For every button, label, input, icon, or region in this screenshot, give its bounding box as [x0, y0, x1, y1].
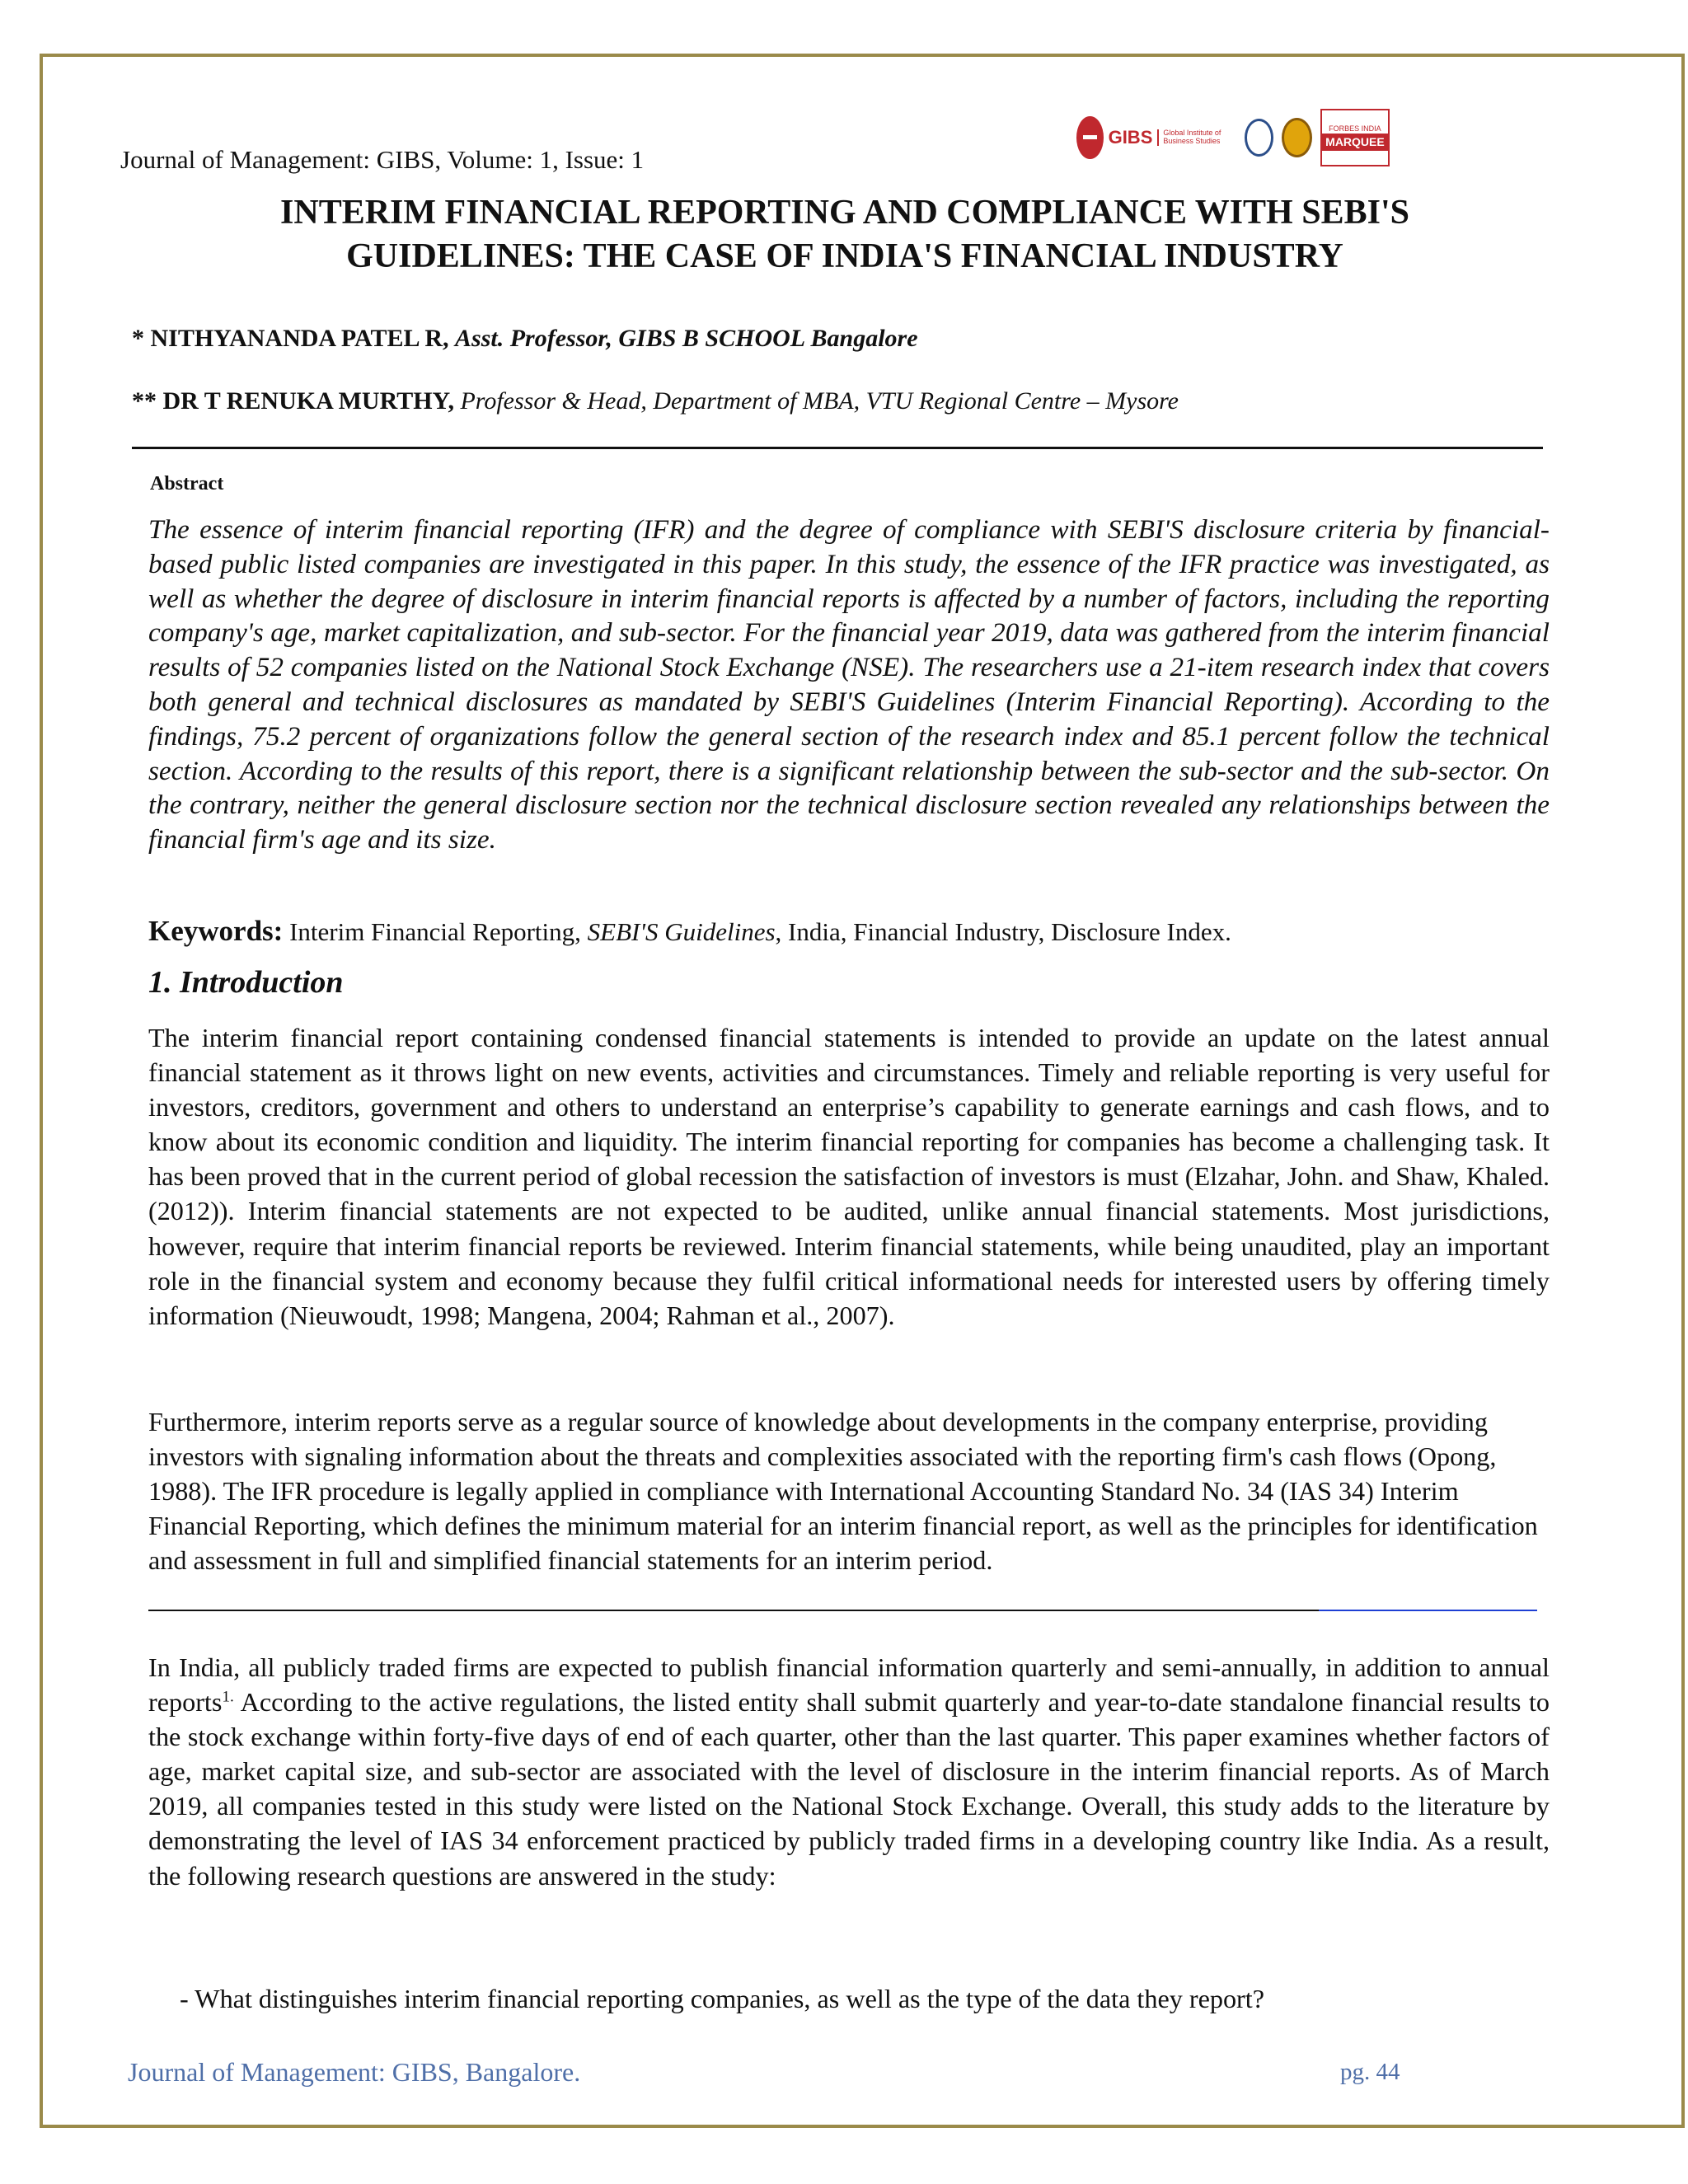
award-medal-icon [1282, 118, 1312, 157]
accreditation-seal-icon [1245, 119, 1273, 157]
footnote-ref[interactable]: 1. [222, 1688, 234, 1706]
keywords [148, 915, 1231, 948]
paragraph-2: Furthermore, interim reports serve as a regular source of knowledge about developments in the company enterprise, providing investors with signaling information about the threats and complexities associated with the reporting firm's cash flows (Opong, 1988). The IFR procedure is legally applied in compliance with International Accounting Standard No. 34 (IAS 34) Interim Financial Reporting, which defines the minimum material for an interim financial report, as well as the principles for identification and assessment in full and simplified financial statements for an interim period. [148, 1407, 1538, 1576]
paragraph-3-end: According to the active regulations, the listed entity shall submit quarterly and year-to-date standalone financial results to the stock exchange within forty-five days of end of each quarter, other than the last quarter. This paper examines whether factors of age, market capital size, and sub-sector are associated with the level of disclosure in the interim financial reports. As of March 2019, all companies tested in this study were listed on the National Stock Exchange. Overall, this study adds to the literature by demonstrating the level of IAS 34 enforcement practiced by publicly traded firms in a developing country like India. As a result, the following research questions are answered in the study: [148, 1687, 1550, 1891]
title-line-1: INTERIM FINANCIAL REPORTING AND COMPLIANCE WITH SEBI'S [280, 194, 1409, 232]
gibs-logo-text: GIBS [1108, 127, 1153, 148]
author-1-affiliation: Asst. Professor, GIBS B SCHOOL Bangalore [455, 325, 918, 352]
title-line-2: GUIDELINES: THE CASE OF INDIA'S FINANCIAL INDUSTRY [346, 237, 1343, 275]
author-2-name: ** DR T RENUKA MURTHY, [132, 387, 454, 415]
marquee-top-text: FORBES INDIA [1329, 124, 1381, 134]
page-number: pg. 44 [1340, 2059, 1400, 2085]
gibs-logo [1076, 105, 1236, 171]
footnote-link-rule [1319, 1610, 1537, 1611]
keywords-label: Keywords: [148, 915, 284, 947]
header-divider [132, 447, 1543, 449]
author-1-name: * NITHYANANDA PATEL R, [132, 325, 449, 352]
paragraph-3 [148, 1650, 1550, 1893]
section-heading: 1. Introduction [148, 965, 344, 1000]
footnote-divider [148, 1610, 1335, 1611]
research-question-1: - What distinguishes interim financial reporting companies, as well as the type of the data they report? [180, 1984, 1265, 2013]
paper-title [165, 191, 1525, 279]
gibs-emblem-icon [1076, 116, 1104, 159]
journal-header: Journal of Management: GIBS, Volume: 1, Issue: 1 [120, 145, 645, 174]
author-2-affiliation: Professor & Head, Department of MBA, VTU Regional Centre – Mysore [460, 387, 1179, 415]
paragraph-1: The interim financial report containing condensed financial statements is intended to provide an update on the latest annual financial statement as it throws light on new events, activities and circumstances. Timely and reliable reporting is very useful for investors, creditors, government and others to understand an enterprise’s capability to generate earnings and cash flows, and to know about its economic condition and liquidity. The interim financial reporting for companies has become a challenging task. It has been proved that in the current period of global recession the satisfaction of investors is must (Elzahar, John. and Shaw, Khaled. (2012)). Interim financial statements are not expected to be audited, unlike annual financial statements. Most jurisdictions, however, require that interim financial reports be reviewed. Interim financial statements, while being unaudited, play an important role in the financial system and economy because they fulfil critical informational needs for interested users by offering timely information (Nieuwoudt, 1998; Mangena, 2004; Rahman et al., 2007). [148, 1023, 1550, 1330]
paragraph-3-start: In India, all publicly traded firms are expected to publish financial information quarterly and semi-annually, in addition to annual reports [148, 1652, 1550, 1718]
keywords-italic: SEBI'S Guidelines [587, 917, 776, 946]
logo-strip [1076, 101, 1390, 175]
gibs-logo-subtitle: Global Institute of Business Studies [1157, 129, 1236, 146]
abstract-text: The essence of interim financial reporting (IFR) and the degree of compliance with SEBI'S disclosure criteria by financial-based public listed companies are investigated in this paper. In this study, the essence of the IFR practice was investigated, as well as whether the degree of disclosure in interim financial reports is affected by a number of factors, including the reporting company's age, market capitalization, and sub-sector. For the financial year 2019, data was gathered from the interim financial results of 52 companies listed on the National Stock Exchange (NSE). The researchers use a 21-item research index that covers both general and technical disclosures as mandated by SEBI'S Guidelines (Interim Financial Reporting). According to the findings, 75.2 percent of organizations follow the general section of the research index and 85.1 percent follow the technical section. According to the results of this report, there is a significant relationship between the sub-sector and the sub-sector. On the contrary, neither the general disclosure section nor the technical disclosure section revealed any relationships between the financial firm's age and its size. [148, 514, 1550, 855]
marquee-text: MARQUEE [1322, 134, 1388, 151]
keywords-part-1: Interim Financial Reporting, [283, 917, 588, 946]
keywords-part-2: , India, Financial Industry, Disclosure Index. [775, 917, 1231, 946]
author-1 [132, 325, 918, 353]
author-2 [132, 387, 1179, 415]
forbes-marquee-logo [1320, 109, 1390, 166]
abstract-label: Abstract [150, 473, 224, 494]
footer-journal: Journal of Management: GIBS, Bangalore. [128, 2057, 581, 2087]
